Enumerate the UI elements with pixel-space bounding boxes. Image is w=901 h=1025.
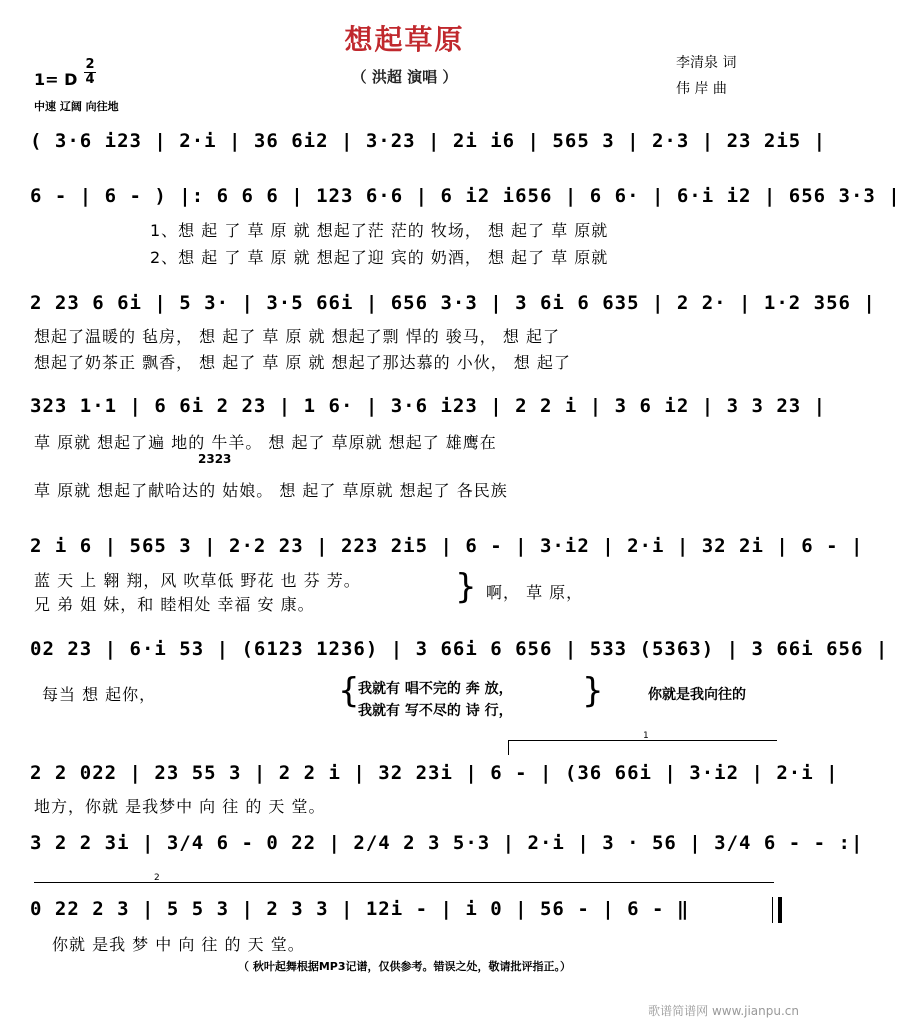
lyric-line-4b: 草 原就 想起了献哈达的 姑娘。 想 起了 草原就 想起了 各民族 <box>34 481 508 500</box>
tempo-marking: 中速 辽阔 向往地 <box>34 100 119 113</box>
brace-right-2: } <box>582 671 604 711</box>
performer-credit: （ 洪超 演唱 ） <box>351 68 458 86</box>
lyric-line-4a: 草 原就 想起了遍 地的 牛羊。 想 起了 草原就 想起了 雄鹰在 <box>34 433 497 452</box>
final-barline <box>772 897 782 923</box>
grace-note: 2323 <box>198 452 232 466</box>
lyric-line-6a: 每当 想 起你， <box>42 685 157 704</box>
time-signature <box>84 58 96 87</box>
music-line-4: 323 1·1 | 6 6i 2 23 | 1 6· | 3·6 i23 | 2 2 i | 3 6 i2 | 3 3 23 | <box>30 395 827 417</box>
music-line-7: 2 2 022 | 23 55 3 | 2 2 i | 32 23i | 6 - | (36 66i | 3·i2 | 2·i | <box>30 762 839 784</box>
song-title: 想起草原 <box>344 23 465 56</box>
watermark: 歌谱简谱网 www.jianpu.cn <box>648 1004 799 1018</box>
lyric-line-3b: 想起了奶茶正 飘香， 想 起了 草 原 就 想起了那达慕的 小伙， 想 起了 <box>34 353 571 372</box>
lyric-line-7: 地方，你就 是我梦中 向 往 的 天 堂。 <box>34 797 326 816</box>
volta-number-1: 1 <box>643 731 649 741</box>
music-line-6: 02 23 | 6·i 53 | (6123 1236) | 3 66i 6 656 | 533 (5363) | 3 66i 656 | <box>30 638 889 660</box>
key-signature: 1= D <box>34 70 78 89</box>
music-line-1: ( 3·6 i23 | 2·i | 36 6i2 | 3·23 | 2i i6 | 565 3 | 2·3 | 23 2i5 | <box>30 130 827 152</box>
lyric-line-2a: 1、想 起 了 草 原 就 想起了茫 茫的 牧场， 想 起了 草 原就 <box>150 221 609 240</box>
time-signature-bottom: 4 <box>85 72 95 87</box>
brace-left: { <box>338 671 360 711</box>
lyric-line-2b: 2、想 起 了 草 原 就 想起了迎 宾的 奶酒， 想 起了 草 原就 <box>150 248 609 267</box>
music-line-2: 6 - | 6 - ) |: 6 6 6 | 123 6·6 | 6 i2 i656 | 6 6· | 6·i i2 | 656 3·3 | <box>30 185 901 207</box>
lyric-line-3a: 想起了温暖的 毡房， 想 起了 草 原 就 想起了剽 悍的 骏马， 想 起了 <box>34 327 560 346</box>
brace-right: } <box>455 567 477 607</box>
music-line-8: 3 2 2 3i | 3/4 6 - 0 22 | 2/4 2 3 5·3 | 2·i | 3 · 56 | 3/4 6 - - :| <box>30 832 864 854</box>
lyric-line-5c: 啊， 草 原， <box>486 583 584 602</box>
lyricist-credit: 李清泉 词 <box>676 55 737 71</box>
footnote: （ 秋叶起舞根据MP3记谱，仅供参考。错误之处，敬请批评指正。） <box>238 960 571 973</box>
composer-credit: 伟 岸 曲 <box>676 81 727 97</box>
music-line-5: 2 i 6 | 565 3 | 2·2 23 | 223 2i5 | 6 - | 3·i2 | 2·i | 32 2i | 6 - | <box>30 535 864 557</box>
lyric-line-6c: 我就有 写不尽的 诗 行， <box>358 703 513 719</box>
lyric-line-5b: 兄 弟 姐 妹，和 睦相处 幸福 安 康。 <box>34 595 315 614</box>
music-line-9: 0 22 2 3 | 5 5 3 | 2 3 3 | 12i - | i 0 | 56 - | 6 - ‖ <box>30 898 690 920</box>
lyric-line-6d: 你就是我向往的 <box>648 687 746 703</box>
volta-bracket-1 <box>508 731 777 755</box>
volta-number-2: 2 <box>154 873 160 883</box>
lyric-line-6b: 我就有 唱不完的 奔 放， <box>358 681 513 697</box>
volta-bracket-2 <box>34 873 774 897</box>
lyric-line-9: 你就 是我 梦 中 向 往 的 天 堂。 <box>52 935 305 954</box>
time-signature-top: 2 <box>85 57 95 72</box>
music-line-3: 2 23 6 6i | 5 3· | 3·5 66i | 656 3·3 | 3 6i 6 635 | 2 2· | 1·2 356 | <box>30 292 876 314</box>
lyric-line-5a: 蓝 天 上 翱 翔，风 吹草低 野花 也 芬 芳。 <box>34 571 361 590</box>
